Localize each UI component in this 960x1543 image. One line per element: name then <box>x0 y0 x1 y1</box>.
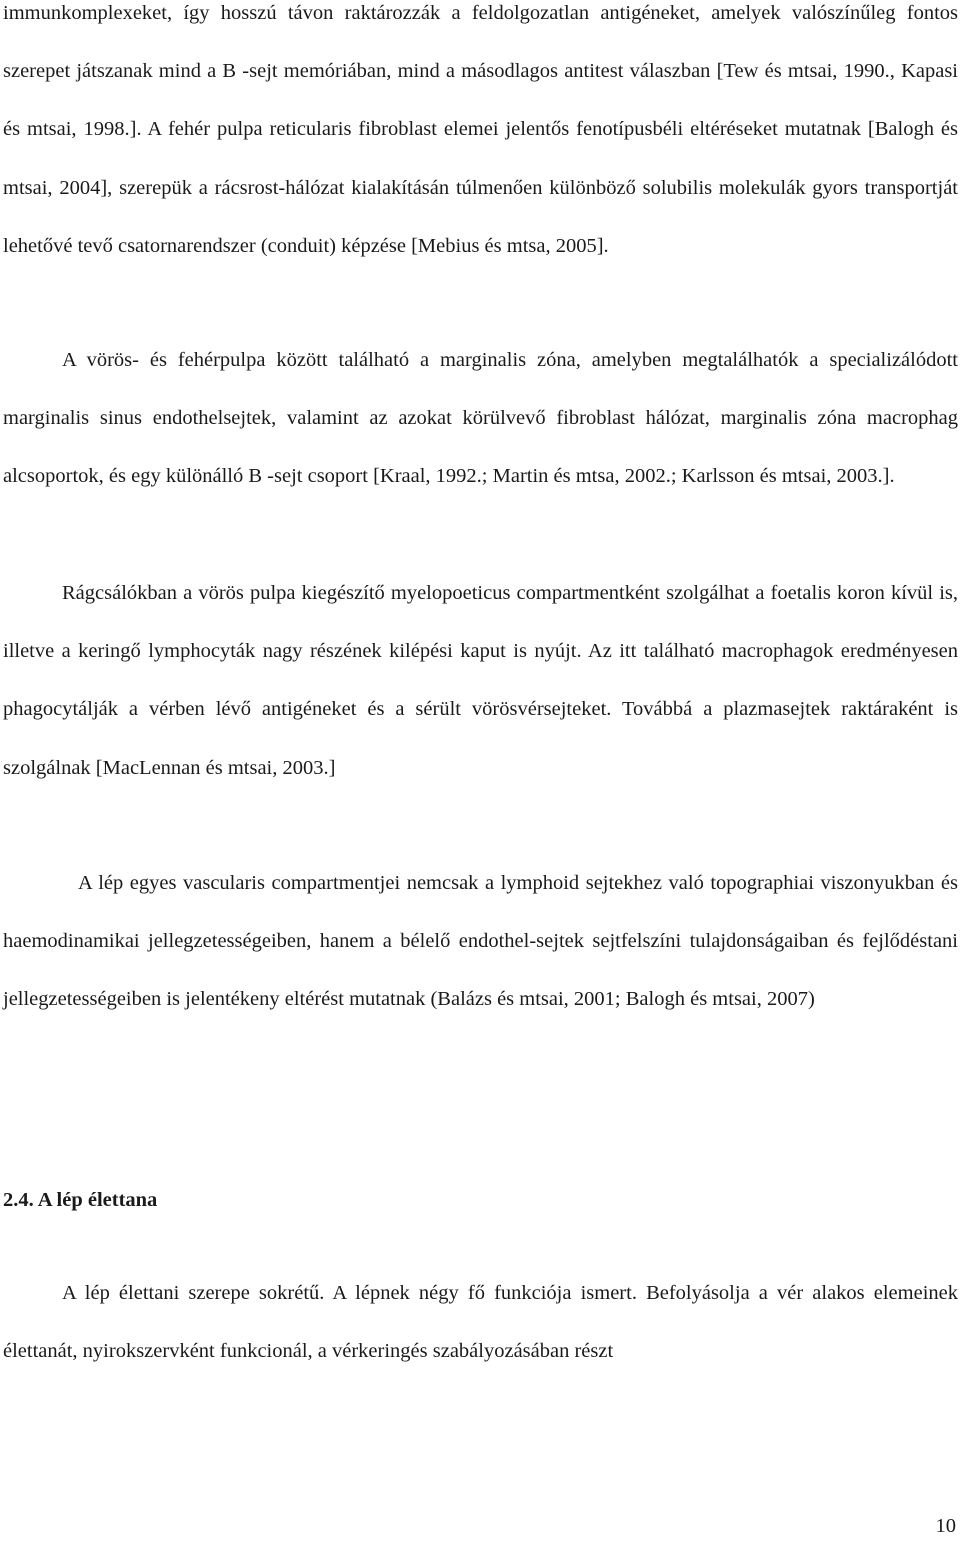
paragraph-vascular-compartments: A lép egyes vascularis compartmentjei nemcsak a lymphoid sejtekhez való topographiai viszonyukban és haemodinamikai jellegzetességeiben, hanem a bélelő endothel-sejtek sejtfelszíni tulajdonságaiban és fejlődéstani jellegzetességeiben is jelentékeny eltérést mutatnak (Balázs és mtsai, 2001; Balogh és mtsai, 2007) <box>3 872 958 1011</box>
paragraph-physiology: A lép élettani szerepe sokrétű. A lépnek négy fő funkciója ismert. Befolyásolja a vér alakos elemeinek élettanát, nyirokszervként funkcionál, a vérkeringés szabályozásában részt <box>3 1282 958 1363</box>
paragraph-immune-complexes: immunkomplexeket, így hosszú távon raktározzák a feldolgozatlan antigéneket, amelyek valószínűleg fontos szerepet játszanak mind a B -sejt memóriában, mind a másodlagos antitest válaszban [Tew és mtsai, 1990., Kapasi és mtsai, 1998.]. A fehér pulpa reticularis fibroblast elemei jelentős fenotípusbéli eltéréseket mutatnak [Balogh és mtsai, 2004], szerepük a rácsrost-hálózat kialakításán túlmenően különböző solubilis molekulák gyors transportját lehetővé tevő csatornarendszer (conduit) képzése [Mebius és mtsa, 2005]. <box>3 2 958 257</box>
paragraph-red-pulp: Rágcsálókban a vörös pulpa kiegészítő myelopoeticus compartmentként szolgálhat a foetalis koron kívül is, illetve a keringő lymphocyták nagy részének kilépési kaput is nyújt. Az itt található macrophagok eredményesen phagocytálják a vérben lévő antigéneket és a sérült vörösvérsejteket. Továbbá a plazmasejtek raktáraként is szolgálnak [MacLennan és mtsai, 2003.] <box>3 582 958 779</box>
section-heading: 2.4. A lép élettana <box>3 1189 158 1211</box>
page-number: 10 <box>935 1515 956 1537</box>
paragraph-marginal-zone: A vörös- és fehérpulpa között található a marginalis zóna, amelyben megtalálhatók a specializálódott marginalis sinus endothelsejtek, valamint az azokat körülvevő fibroblast hálózat, marginalis zóna macrophag alcsoportok, és egy különálló B -sejt csoport [Kraal, 1992.; Martin és mtsa, 2002.; Karlsson és mtsai, 2003.]. <box>3 349 958 488</box>
